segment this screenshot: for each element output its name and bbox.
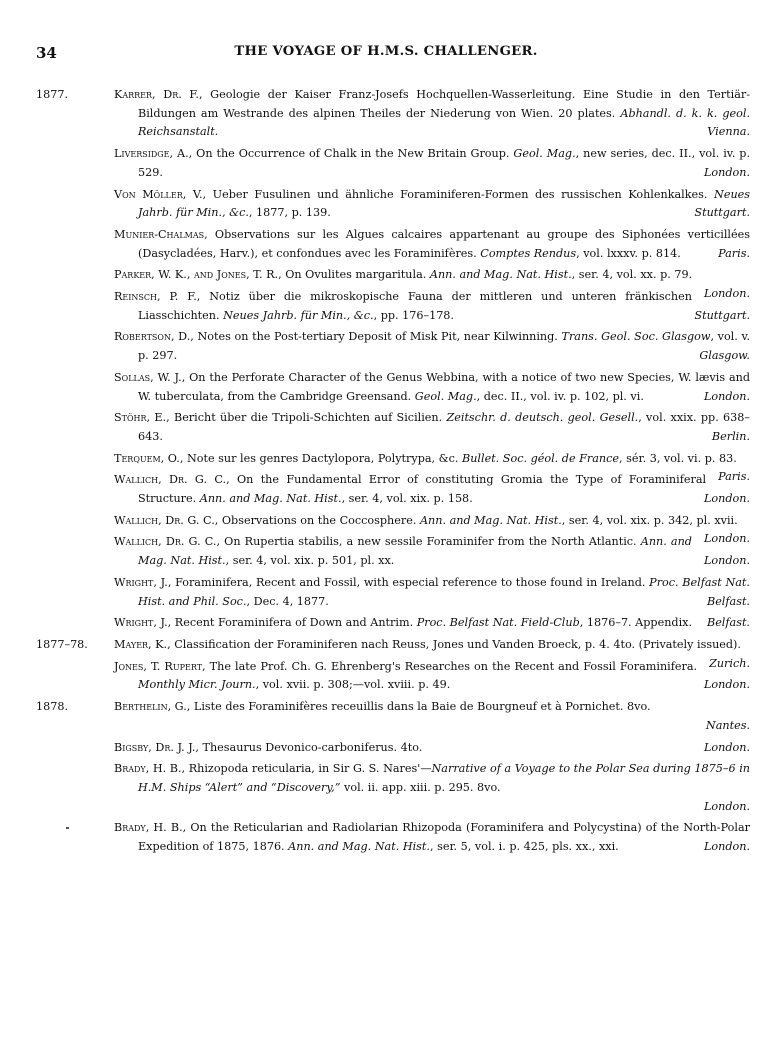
entry-author: Wright, J., [114, 575, 172, 589]
bibliography-entry [0, 658, 776, 695]
entry-reference: , 1877, p. 139. [248, 206, 331, 220]
entry-source: Ann. and Mag. Nat. Hist. [138, 535, 692, 568]
entry-source: Neues Jahrb. für Min., &c. [138, 187, 751, 220]
entry-place: London. [703, 799, 750, 813]
entry-author: Liversidge, A., [114, 147, 193, 161]
entry-title: Notiz über die mikroskopische Fauna der mittleren und unteren fränkischen Liasschichten. [138, 290, 692, 322]
entry-author: Bigsby, Dr. J. J., [114, 740, 199, 754]
bibliography-entry [0, 86, 776, 142]
entry-reference: , vol. lxxxv. p. 814. [576, 246, 681, 260]
entry-place: Zurich. [709, 656, 750, 670]
entry-title: Observations on the Coccosphere. [218, 513, 420, 527]
entry-text [114, 739, 750, 758]
page-number: 34 [36, 44, 57, 62]
entry-source: Ann. and Mag. Nat. Hist. [288, 840, 430, 854]
entry-reference: , ser. 4, vol. xix. p. 158. [341, 492, 473, 506]
entry-place: London. [703, 165, 750, 179]
entry-reference: , vol. v. p. 297. [138, 330, 751, 363]
entry-text [114, 698, 750, 735]
entry-place: Berlin. [711, 429, 750, 443]
entry-place: London. [703, 287, 750, 301]
entry-text [114, 760, 750, 816]
page-header [36, 44, 736, 66]
entry-author: Berthelin, G., [114, 700, 191, 714]
entry-text [114, 819, 750, 856]
bibliography-entry [0, 288, 776, 325]
entry-title: On the Occurrence of Chalk in the New Britain Group. [192, 147, 514, 161]
entry-place: Stuttgart. [694, 308, 750, 322]
entry-text [114, 288, 750, 325]
entry-place: Paris. [718, 470, 750, 484]
entry-place: Paris. [718, 246, 750, 260]
entry-title: On Ovulites margaritula. [281, 268, 430, 282]
entry-place: London. [703, 492, 750, 506]
entry-text [114, 145, 750, 182]
entry-text [114, 409, 750, 446]
entry-place: Belfast. [706, 594, 750, 608]
bibliography-entry [0, 409, 776, 446]
entry-place: London. [703, 678, 750, 692]
entry-title: The late Prof. Ch. G. Ehrenberg's Researches on the Recent and Fossil Foraminifera. [205, 659, 698, 673]
entry-author: Wallich, Dr. G. C., [114, 513, 219, 527]
bibliography-entry [0, 698, 776, 735]
entry-title: Rhizopoda reticularia, in Sir G. S. Nares'— [185, 762, 432, 776]
entry-text [114, 86, 750, 142]
bibliography-entry [0, 328, 776, 365]
entry-title: Liste des Foraminifères receuillis dans la Baie de Bourgneuf et à Pornichet. 8vo. [190, 700, 651, 714]
entry-text [114, 328, 750, 365]
entry-author: Terquem, O., [114, 451, 184, 465]
entry-reference: , dec. II., vol. iv. p. 102, pl. vi. [476, 389, 644, 403]
entry-title: On the Reticularian and Radiolarian Rhizopoda (Foraminifera and Polycystina) of the North-Polar Expedition of 1875, 1876. [138, 821, 750, 854]
entry-author: Robertson, D., [114, 330, 194, 344]
entry-reference: , sér. 3, vol. vi. p. 83. [619, 451, 737, 465]
entry-source: Neues Jahrb. für Min., &c. [223, 308, 374, 322]
entry-reference: , ser. 5, vol. i. p. 425, pls. xx., xxi. [429, 840, 619, 854]
entry-place: London. [703, 554, 750, 568]
entry-place: Nantes. [705, 718, 750, 732]
entry-source: Geol. Mag. [414, 389, 477, 403]
entry-source: Abhandl. d. k. k. geol. Reichsanstalt. [138, 106, 750, 139]
entry-reference: , 1876–7. Appendix. [579, 616, 693, 630]
entry-year: 1878. [36, 700, 69, 714]
bibliography-entry [0, 145, 776, 182]
entry-place: London. [703, 840, 750, 854]
entry-title: Bericht über die Tripoli-Schichten auf Sicilien. [169, 411, 447, 425]
entry-reference: , ser. 4, vol. xix. p. 342, pl. xvii. [561, 513, 738, 527]
entry-author: Munier-Chalmas, [114, 227, 208, 241]
entry-reference: vol. ii. app. xiii. p. 295. 8vo. [340, 780, 501, 794]
bibliography-entry [0, 739, 776, 758]
entry-author: Von Möller, V., [114, 187, 207, 201]
bibliography-entry [0, 226, 776, 263]
entry-text [114, 658, 750, 695]
entry-title: Observations sur les Algues calcaires appartenant au groupe des Siphonées verticillées (Dasycladées, Harv.), et confondues avec les Foraminifères. [138, 227, 750, 260]
entry-author: Wright, J., [114, 616, 172, 630]
entry-reference: , new series, dec. II., vol. iv. p. 529. [138, 147, 750, 179]
entry-year: 1877. [36, 88, 69, 101]
entry-text [114, 614, 750, 633]
entry-reference: , ser. 4, vol. xix. p. 501, pl. xx. [225, 554, 395, 568]
entry-place: London. [703, 532, 750, 546]
entry-author: Wallich, Dr. G. C., [114, 535, 221, 549]
entry-source: Comptes Rendus [480, 246, 577, 260]
entry-title: On the Perforate Character of the Genus Webbina, with a notice of two new Species, W. lævis and W. tuberculata, from the Cambridge Greensand. [138, 370, 750, 403]
entry-text [114, 533, 750, 570]
entry-title: Geologie der Kaiser Franz-Josefs Hochquellen-Wasserleitung. Eine Studie in den Tertiär-Bildungen am Westrande des alpinen Theiles der Niederung von Wien. 20 plates. [138, 88, 750, 120]
entry-place: Glasgow. [699, 349, 750, 363]
entry-title: Note sur les genres Dactylopora, Polytrypa, &c. [183, 451, 462, 465]
bibliography-entry [0, 471, 776, 508]
entry-source: Narrative of a Voyage to the Polar Sea during 1875–6 in H.M. Ships “Alert” and “Discovery,” [138, 762, 750, 794]
entry-text [114, 369, 750, 406]
bibliography-entry [0, 533, 776, 570]
entry-title: On the Fundamental Error of constituting Gromia the Type of Foraminiferal Structure. [138, 473, 707, 506]
bibliography-entry [0, 819, 776, 856]
entry-author: Brady, H. B., [114, 762, 186, 776]
entry-source: Bullet. Soc. géol. de France [461, 451, 619, 465]
entry-source: Monthly Micr. Journ. [138, 678, 256, 692]
entry-author: Parker, W. K., and Jones, T. R., [114, 268, 282, 282]
entry-reference: , ser. 4, vol. xx. p. 79. [571, 268, 693, 282]
entry-title: Ueber Fusulinen und ähnliche Foraminiferen-Formen des russischen Kohlenkalkes. [206, 187, 715, 201]
entry-text [114, 226, 750, 263]
entry-title: Foraminifera, Recent and Fossil, with especial reference to those found in Ireland. [171, 575, 650, 589]
entry-reference: , Dec. 4, 1877. [246, 594, 329, 608]
entry-text [114, 471, 750, 508]
margin-mark [66, 827, 69, 829]
entry-source: Proc. Belfast Nat. Field-Club [416, 616, 580, 630]
entry-author: Stöhr, E., [114, 411, 170, 425]
entry-place: Vienna. [707, 125, 750, 139]
bibliography-entry [0, 369, 776, 406]
entry-reference: , vol. xvii. p. 308;—vol. xviii. p. 49. [255, 678, 451, 692]
entry-title: On Rupertia stabilis, a new sessile Foraminifer from the North Atlantic. [220, 535, 641, 549]
entry-reference: , vol. xxix. pp. 638–643. [138, 411, 750, 443]
entry-author: Karrer, Dr. F., [114, 88, 203, 101]
entry-place: London. [703, 389, 750, 403]
entry-source: Ann. and Mag. Nat. Hist. [199, 492, 342, 506]
entry-place: Stuttgart. [694, 206, 750, 220]
entry-reference: , pp. 176–178. [373, 308, 454, 322]
entry-author: Reinsch, P. F., [114, 290, 201, 304]
entry-title: Recent Foraminifera of Down and Antrim. [171, 616, 417, 630]
entry-source: Ann. and Mag. Nat. Hist. [429, 268, 572, 282]
entry-place: London. [703, 740, 750, 754]
bibliography-list [0, 86, 776, 860]
entry-title: Thesaurus Devonico-carboniferus. 4to. [198, 740, 423, 754]
entry-title: Notes on the Post-tertiary Deposit of Misk Pit, near Kilwinning. [193, 330, 562, 344]
entry-source: Ann. and Mag. Nat. Hist. [419, 513, 562, 527]
entry-author: Brady, H. B., [114, 821, 187, 835]
entry-text [114, 186, 750, 223]
entry-title: Classification der Foraminiferen nach Reuss, Jones und Vanden Broeck, p. 4. 4to. (Privately issued). [170, 637, 741, 651]
running-title: THE VOYAGE OF H.M.S. CHALLENGER. [234, 44, 538, 59]
entry-source: Zeitschr. d. deutsch. geol. Gesell. [446, 411, 639, 425]
bibliography-entry [0, 614, 776, 633]
entry-year: 1877–78. [36, 637, 88, 651]
bibliography-entry [0, 186, 776, 223]
entry-author: Mayer, K., [114, 637, 171, 651]
bibliography-entry [0, 574, 776, 611]
entry-source: Trans. Geol. Soc. Glasgow [561, 330, 711, 344]
entry-source: Proc. Belfast Nat. Hist. and Phil. Soc. [138, 575, 750, 608]
entry-text [114, 574, 750, 611]
bibliography-entry [0, 760, 776, 816]
entry-author: Jones, T. Rupert, [114, 659, 206, 673]
entry-source: Geol. Mag. [513, 147, 576, 161]
entry-author: Sollas, W. J., [114, 370, 186, 384]
entry-place: Belfast. [706, 616, 750, 630]
entry-author: Wallich, Dr. G. C., [114, 473, 230, 487]
